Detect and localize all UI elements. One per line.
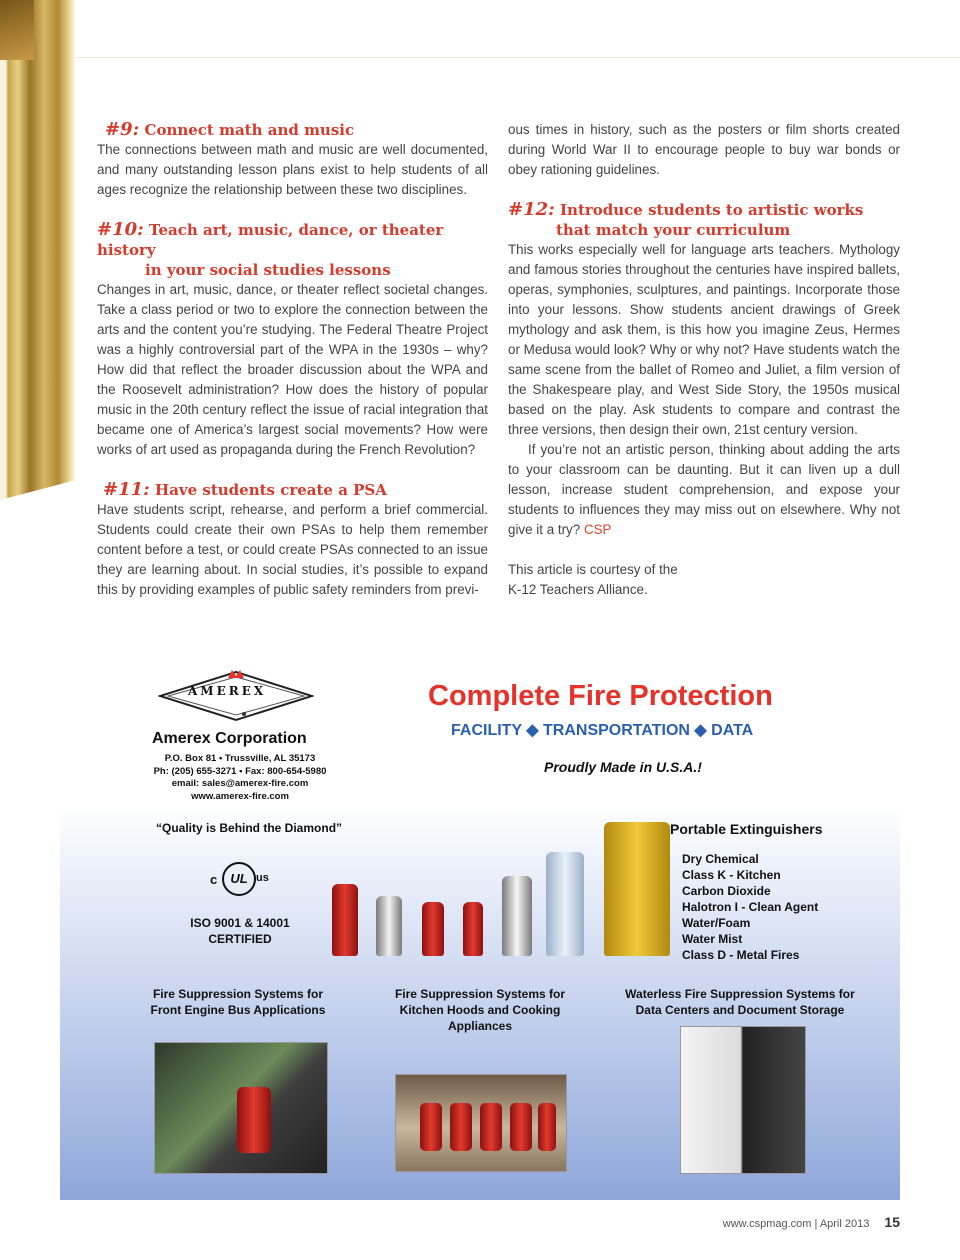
footer-site: www.cspmag.com xyxy=(722,1218,812,1230)
heading-10 xyxy=(97,220,488,280)
section-10-body: Changes in art, music, dance, or theater reflect societal changes. Take a class period or two to explore the connection between the arts and the content you’re studying. The Federal Theatre Project was a highly controversial part of the WPA in the 1930s – why? How did that reflect the broader discussion about the WPA and the Roosevelt administration? How does the history of popular music in the 20th century reflect the issue of racial integration that became one of America’s largest social movements? How were works of art used as propaganda during the French Revolution? xyxy=(97,282,488,457)
kitchen-cylinder xyxy=(480,1103,502,1151)
heading-10-title-line2: in your social studies lessons xyxy=(145,261,391,279)
kitchen-caption-line1: Fire Suppression Systems for xyxy=(394,987,566,1001)
bus-systems-caption xyxy=(138,986,338,1018)
bus-extinguisher xyxy=(237,1087,271,1153)
extinguisher-silver-2 xyxy=(502,876,532,956)
extinguisher-red-1 xyxy=(332,884,358,956)
footer-date: April 2013 xyxy=(819,1218,870,1230)
bus-caption-line1: Fire Suppression Systems for xyxy=(152,987,324,1001)
portable-title: Portable Extinguishers xyxy=(670,821,823,837)
section-12-body: This works especially well for language arts teachers. Mythology and famous stories throughout the centuries have inspired ballets, operas, symphonies, sculptures, and paintings. Incorporate those into your lessons. Show students ancient drawings of Greek mythology and ask them, is this how you imagine Zeus, Hermes or Medusa would look? Why or why not? Have students watch the same scene from the ballet of Romeo and Juliet, a film version of the Shakespeare play, and West Side Story, the 1950s musical based on the play. Ask students to compare and contrast the three versions, then design their own, 21st century version. xyxy=(508,242,900,437)
kitchen-cylinder xyxy=(538,1103,556,1151)
extinguisher-red-2 xyxy=(422,902,444,956)
kitchen-systems-caption xyxy=(380,986,580,1034)
company-name: Amerex Corporation xyxy=(152,730,307,747)
data-caption-line1: Waterless Fire Suppression Systems for xyxy=(625,987,855,1001)
portable-item: Carbon Dioxide xyxy=(682,884,771,898)
phone-fax: Ph: (205) 655-3271 • Fax: 800-654-5980 xyxy=(153,765,327,777)
heading-12-title-line2: that match your curriculum xyxy=(556,221,791,239)
portable-item: Halotron I - Clean Agent xyxy=(682,900,819,914)
gold-frame-art xyxy=(0,0,76,500)
kitchen-caption-line2: Kitchen Hoods and Cooking xyxy=(399,1003,561,1017)
page-number: 15 xyxy=(884,1214,900,1230)
courtesy-line2: K-12 Teachers Alliance. xyxy=(508,582,648,597)
portable-item: Water/Foam xyxy=(682,916,751,930)
portable-list xyxy=(682,851,818,963)
extinguisher-yellow-class-d xyxy=(604,822,670,956)
portable-item: Dry Chemical xyxy=(682,852,759,866)
bus-caption-line2: Front Engine Bus Applications xyxy=(150,1003,326,1017)
iso-line1: ISO 9001 & 14001 xyxy=(190,916,290,930)
kitchen-system-photo xyxy=(395,1074,567,1172)
data-caption-line2: Data Centers and Document Storage xyxy=(635,1003,845,1017)
ul-circle: UL xyxy=(222,862,256,896)
data-center-photo xyxy=(680,1026,806,1174)
csp-end-mark: CSP xyxy=(583,522,612,537)
quality-slogan: “Quality is Behind the Diamond” xyxy=(156,821,343,835)
portable-item: Water Mist xyxy=(682,932,743,946)
amerex-diamond-logo xyxy=(158,670,314,726)
page-footer xyxy=(723,1214,900,1230)
heading-10-title-line1: Teach art, music, dance, or theater history xyxy=(97,221,444,259)
extinguisher-red-3 xyxy=(463,902,483,956)
ul-us: us xyxy=(256,872,269,884)
footer-separator: | xyxy=(814,1218,818,1230)
kitchen-cylinder xyxy=(450,1103,472,1151)
section-11-body: Have students script, rehearse, and perform a brief commercial. Students could create their own PSAs to help them remember content before a test, or could create PSAs connected to an issue they are learning about. In social studies, it’s possible to expand this by providing examples of public safety reminders from previ- xyxy=(97,502,488,597)
kitchen-cylinder xyxy=(510,1103,532,1151)
article-left-column xyxy=(97,120,488,600)
courtesy-line1: This article is courtesy of the xyxy=(508,562,678,577)
website: www.amerex-fire.com xyxy=(191,790,289,802)
article-right-column xyxy=(508,120,900,600)
logo-wordmark: AMEREX xyxy=(188,684,267,698)
heading-9 xyxy=(97,120,488,140)
heading-9-title: Connect math and music xyxy=(144,121,355,139)
contact-block xyxy=(60,753,420,803)
frame-corner xyxy=(0,0,34,60)
portable-item: Class D - Metal Fires xyxy=(682,948,800,962)
extinguisher-silver-1 xyxy=(376,896,402,956)
ad-tagline: FACILITY ◆ TRANSPORTATION ◆ DATA xyxy=(451,722,754,739)
heading-12 xyxy=(508,200,900,240)
ad-headline: Complete Fire Protection xyxy=(428,680,773,712)
heading-11-title: Have students create a PSA xyxy=(155,481,387,499)
portable-item: Class K - Kitchen xyxy=(682,868,781,882)
section-11-continued: ous times in history, such as the posters or film shorts created during World War II to encourage people to buy war bonds or obey rationing guidelines. xyxy=(508,122,900,177)
heading-12-number: #12: xyxy=(508,199,555,220)
heading-9-number: #9: xyxy=(105,119,140,140)
iso-certified xyxy=(170,915,310,947)
heading-10-number: #10: xyxy=(97,219,144,240)
closing-paragraph xyxy=(508,440,900,540)
ul-certification-mark xyxy=(210,862,272,898)
closing-text: If you’re not an artistic person, thinking about adding the arts to your classroom can be daunting. But it can liven up a dull lesson, increase student comprehension, and expose your students to influences they may miss out on elsewhere. Why not give it a try? xyxy=(508,442,900,537)
made-in-usa: Proudly Made in U.S.A.! xyxy=(544,759,702,775)
top-rule xyxy=(76,57,960,58)
heading-11-number: #11: xyxy=(103,479,150,500)
email: email: sales@amerex-fire.com xyxy=(171,778,309,789)
kitchen-caption-line3: Appliances xyxy=(447,1019,513,1033)
kitchen-cylinder xyxy=(420,1103,442,1151)
iso-line2: CERTIFIED xyxy=(208,932,272,946)
extinguisher-water-mist xyxy=(546,852,584,956)
heading-12-title-line1: Introduce students to artistic works xyxy=(560,201,864,219)
section-9-body: The connections between math and music are well documented, and many outstanding lesson plans exist to help students of all ages recognize the relationship between these two disciplines. xyxy=(97,142,488,197)
heading-11 xyxy=(97,480,488,500)
bus-installation-photo xyxy=(154,1042,328,1174)
ul-c: c xyxy=(210,872,218,887)
data-center-caption xyxy=(620,986,860,1018)
address: P.O. Box 81 • Trussville, AL 35173 xyxy=(164,753,316,764)
amerex-advertisement xyxy=(60,640,900,1200)
